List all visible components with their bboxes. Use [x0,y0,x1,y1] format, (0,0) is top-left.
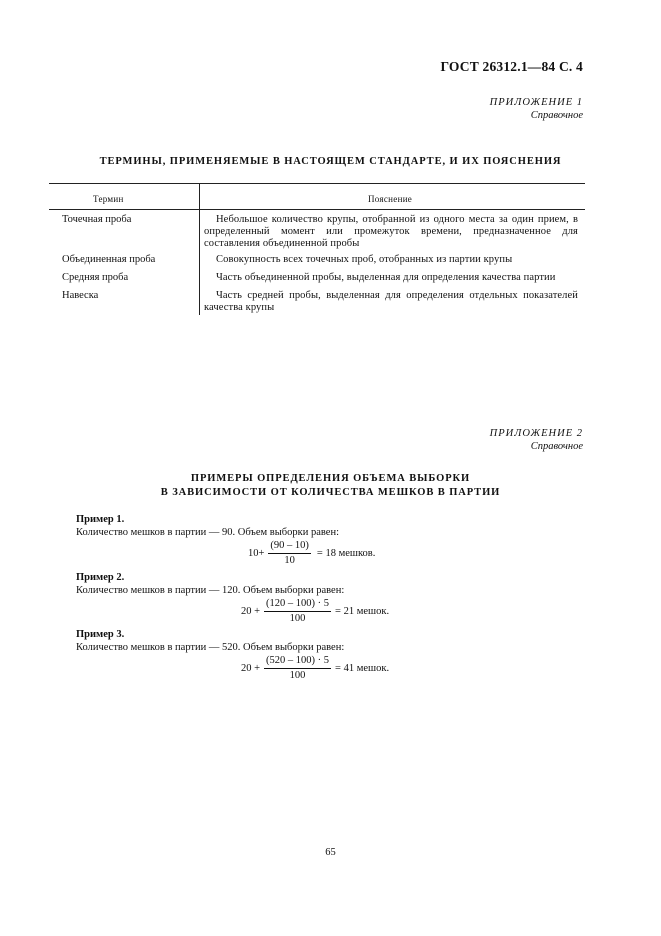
example-text: Количество мешков в партии — 120. Объем выборки равен: [76,585,345,596]
example-3 [76,628,344,654]
examples-title-line-1: ПРИМЕРЫ ОПРЕДЕЛЕНИЯ ОБЪЕМА ВЫБОРКИ [190,473,471,484]
formula-result: = 18 мешков. [316,548,376,559]
example-3-formula [241,655,389,682]
example-label: Пример 3. [76,629,125,640]
example-text: Количество мешков в партии — 520. Объем выборки равен: [76,642,345,653]
formula-result: = 41 мешок. [335,663,390,674]
table-row-explanation: Совокупность всех точечных проб, отобранных из партии крупы [216,254,513,265]
formula-denominator: 100 [289,613,306,624]
example-label: Пример 2. [76,572,125,583]
formula-lead: 20 + [241,606,261,617]
appendix-1-title: ПРИЛОЖЕНИЕ 1 [489,97,583,108]
table-row-term: Средняя проба [62,272,129,283]
table-row-term: Точечная проба [62,214,132,225]
formula-fraction [264,655,331,682]
table-row-explanation: Часть объединенной пробы, выделенная для определения качества партии [216,272,556,283]
appendix-1-heading [490,96,583,122]
table-column-divider [199,183,200,315]
table-row-explanation: Часть средней пробы, выделенная для определения отдельных показателей качества крупы [204,290,578,313]
formula-numerator: (120 – 100) · 5 [264,598,331,612]
table-header-rule [49,209,585,210]
example-text: Количество мешков в партии — 90. Объем выборки равен: [76,527,339,538]
formula-numerator: (90 – 10) [268,540,311,554]
examples-title-line-2: В ЗАВИСИМОСТИ ОТ КОЛИЧЕСТВА МЕШКОВ В ПАРТИИ [160,487,501,498]
appendix-1-subtitle: Справочное [530,110,583,121]
formula-denominator: 10 [284,555,295,566]
formula-result: = 21 мешок. [335,606,390,617]
table-row-explanation: Небольшое количество крупы, отобранной из одного места за один прием, в определенный момент или промежуток времени, предназначенное для составления объединенной пробы [204,214,578,249]
formula-fraction [268,540,311,567]
appendix-2-subtitle: Справочное [530,441,583,452]
example-2 [76,571,344,597]
document-reference: ГОСТ 26312.1—84 С. 4 [440,59,583,74]
example-2-formula [241,598,389,625]
terms-section-title: ТЕРМИНЫ, ПРИМЕНЯЕМЫЕ В НАСТОЯЩЕМ СТАНДАРТЕ, И ИХ ПОЯСНЕНИЯ [99,156,562,167]
formula-fraction [264,598,331,625]
table-row-term: Навеска [62,290,99,301]
example-1-formula [248,540,375,567]
examples-section-title [0,472,661,500]
table-header-term: Термин [93,194,124,204]
example-1 [76,513,339,539]
page-number: 65 [325,847,336,858]
example-label: Пример 1. [76,514,125,525]
table-top-rule [49,183,585,184]
formula-lead: 20 + [241,663,261,674]
table-header-explanation: Пояснение [368,194,413,204]
formula-lead: 10+ [248,548,265,559]
formula-denominator: 100 [289,670,306,681]
appendix-2-title: ПРИЛОЖЕНИЕ 2 [489,428,583,439]
table-row-term: Объединенная проба [62,254,156,265]
formula-numerator: (520 – 100) · 5 [264,655,331,669]
appendix-2-heading [490,427,583,453]
